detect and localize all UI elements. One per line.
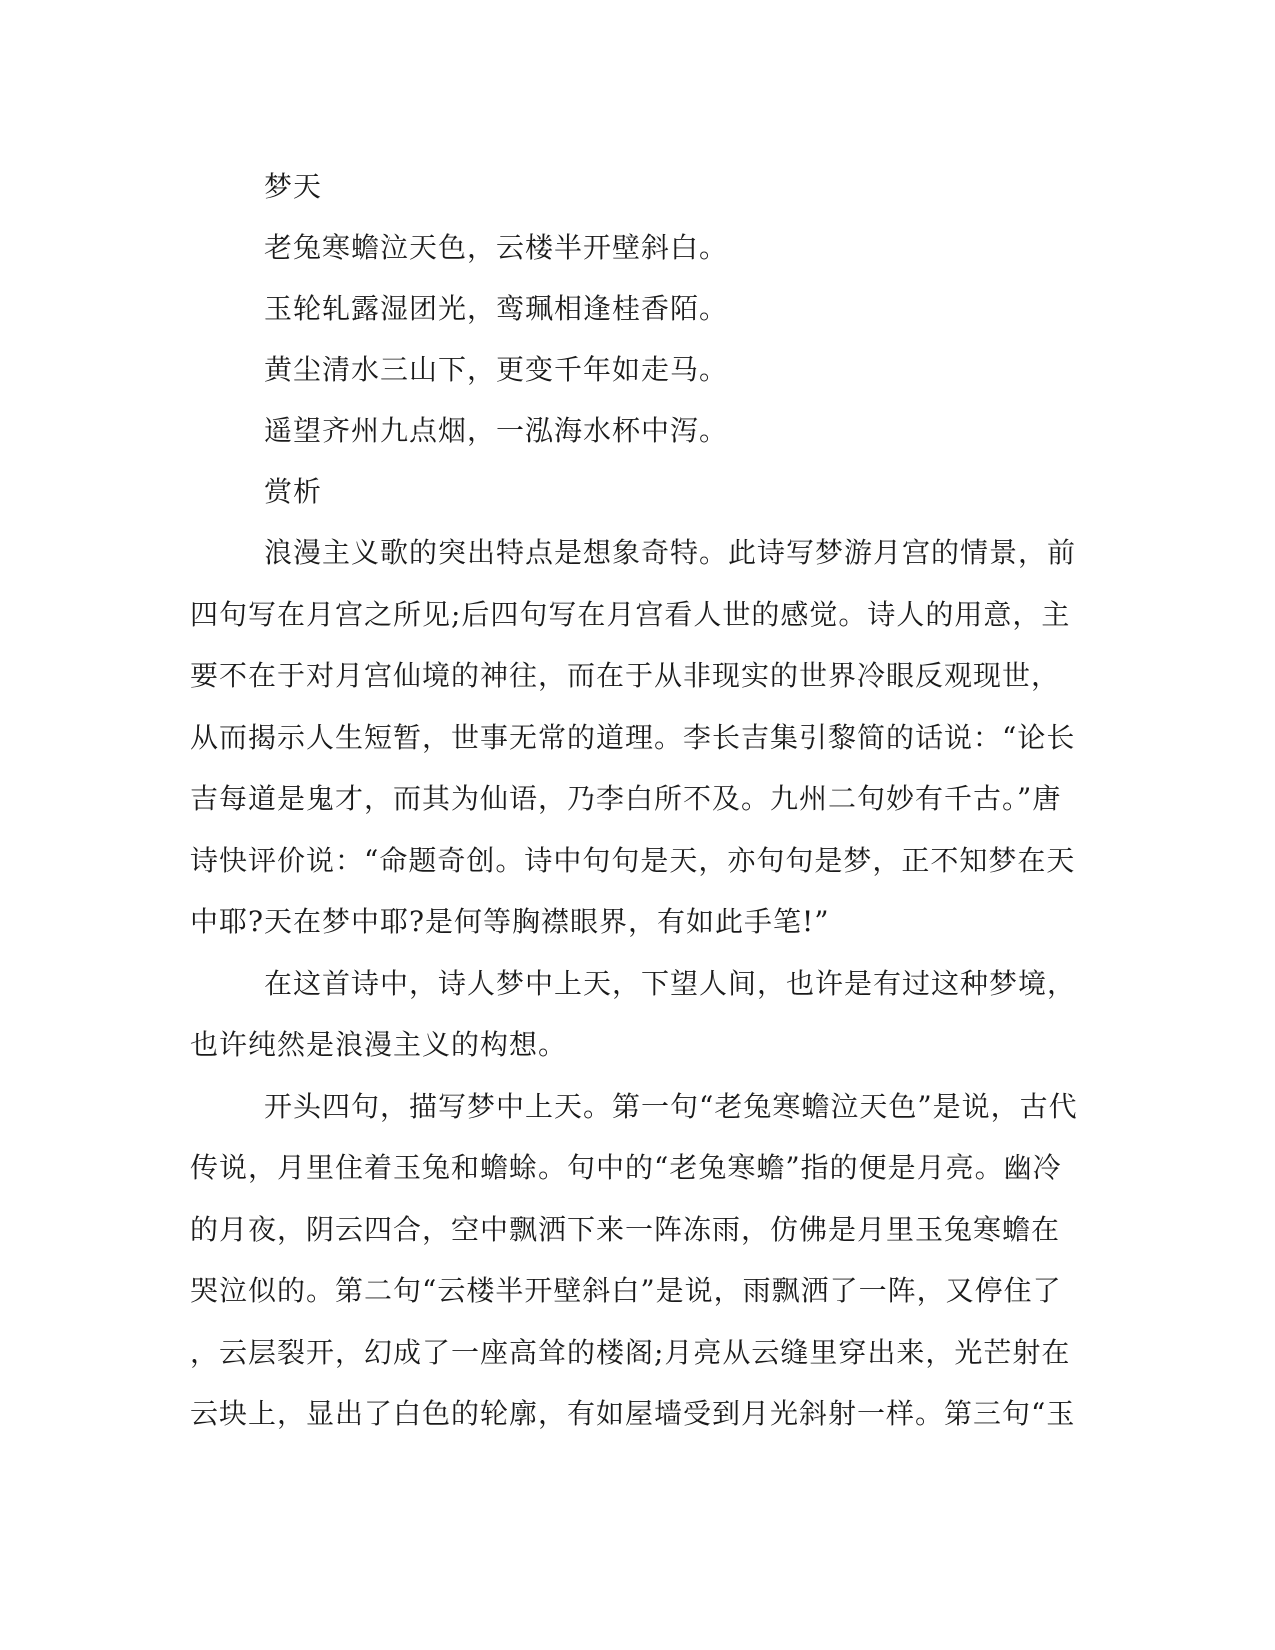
paragraph-line: 哭泣似的。第二句“云楼半开壁斜白”是说，雨飘洒了一阵，又停住了 — [190, 1274, 1062, 1307]
poem-line: 玉轮轧露湿团光，鸾珮相逢桂香陌。 — [264, 292, 729, 325]
section-heading: 赏析 — [264, 475, 323, 508]
paragraph-line: 也许纯然是浪漫主义的构想。 — [190, 1028, 568, 1061]
paragraph-line: ，云层裂开，幻成了一座高耸的楼阁;月亮从云缝里穿出来，光芒射在 — [190, 1335, 1071, 1369]
poem-line: 老兔寒蟾泣天色，云楼半开壁斜白。 — [264, 231, 729, 264]
paragraph-line: 诗快评价说：“命题奇创。诗中句句是天，亦句句是梦，正不知梦在天 — [190, 843, 1076, 877]
analysis-paragraph-3 — [190, 1076, 1085, 1445]
paragraph-line: 四句写在月宫之所见;后四句写在月宫看人世的感觉。诗人的用意，主 — [190, 597, 1071, 631]
poem-title: 梦天 — [264, 170, 323, 203]
analysis-paragraph-1 — [190, 522, 1085, 953]
analysis-paragraph-2 — [190, 953, 1085, 1076]
paragraph-line: 传说，月里住着玉兔和蟾蜍。句中的“老兔寒蟾”指的便是月亮。幽冷 — [190, 1151, 1062, 1184]
poem-lines — [190, 217, 1085, 461]
poem-line: 遥望齐州九点烟，一泓海水杯中泻。 — [264, 414, 729, 447]
paragraph-line: 在这首诗中，诗人梦中上天，下望人间，也许是有过这种梦境， — [264, 966, 1077, 1000]
paragraph-line: 要不在于对月宫仙境的神往，而在于从非现实的世界冷眼反观现世， — [190, 659, 1061, 692]
paragraph-line: 开头四句，描写梦中上天。第一句“老兔寒蟾泣天色”是说，古代 — [264, 1089, 1078, 1123]
poem-line: 黄尘清水三山下，更变千年如走马。 — [264, 353, 729, 386]
paragraph-line: 云块上，显出了白色的轮廓，有如屋墙受到月光斜射一样。第三句“玉 — [190, 1397, 1076, 1430]
paragraph-line: 浪漫主义歌的突出特点是想象奇特。此诗写梦游月宫的情景，前 — [264, 536, 1077, 569]
paragraph-line: 中耶?天在梦中耶?是何等胸襟眼界，有如此手笔!” — [190, 905, 830, 938]
paragraph-line: 吉每道是鬼才，而其为仙语，乃李白所不及。九州二句妙有千古。”唐 — [190, 782, 1062, 815]
document-body — [190, 156, 1085, 1445]
paragraph-line: 的月夜，阴云四合，空中飘洒下来一阵冻雨，仿佛是月里玉兔寒蟾在 — [190, 1212, 1061, 1246]
paragraph-line: 从而揭示人生短暂，世事无常的道理。李长吉集引黎简的话说：“论长 — [190, 720, 1076, 754]
